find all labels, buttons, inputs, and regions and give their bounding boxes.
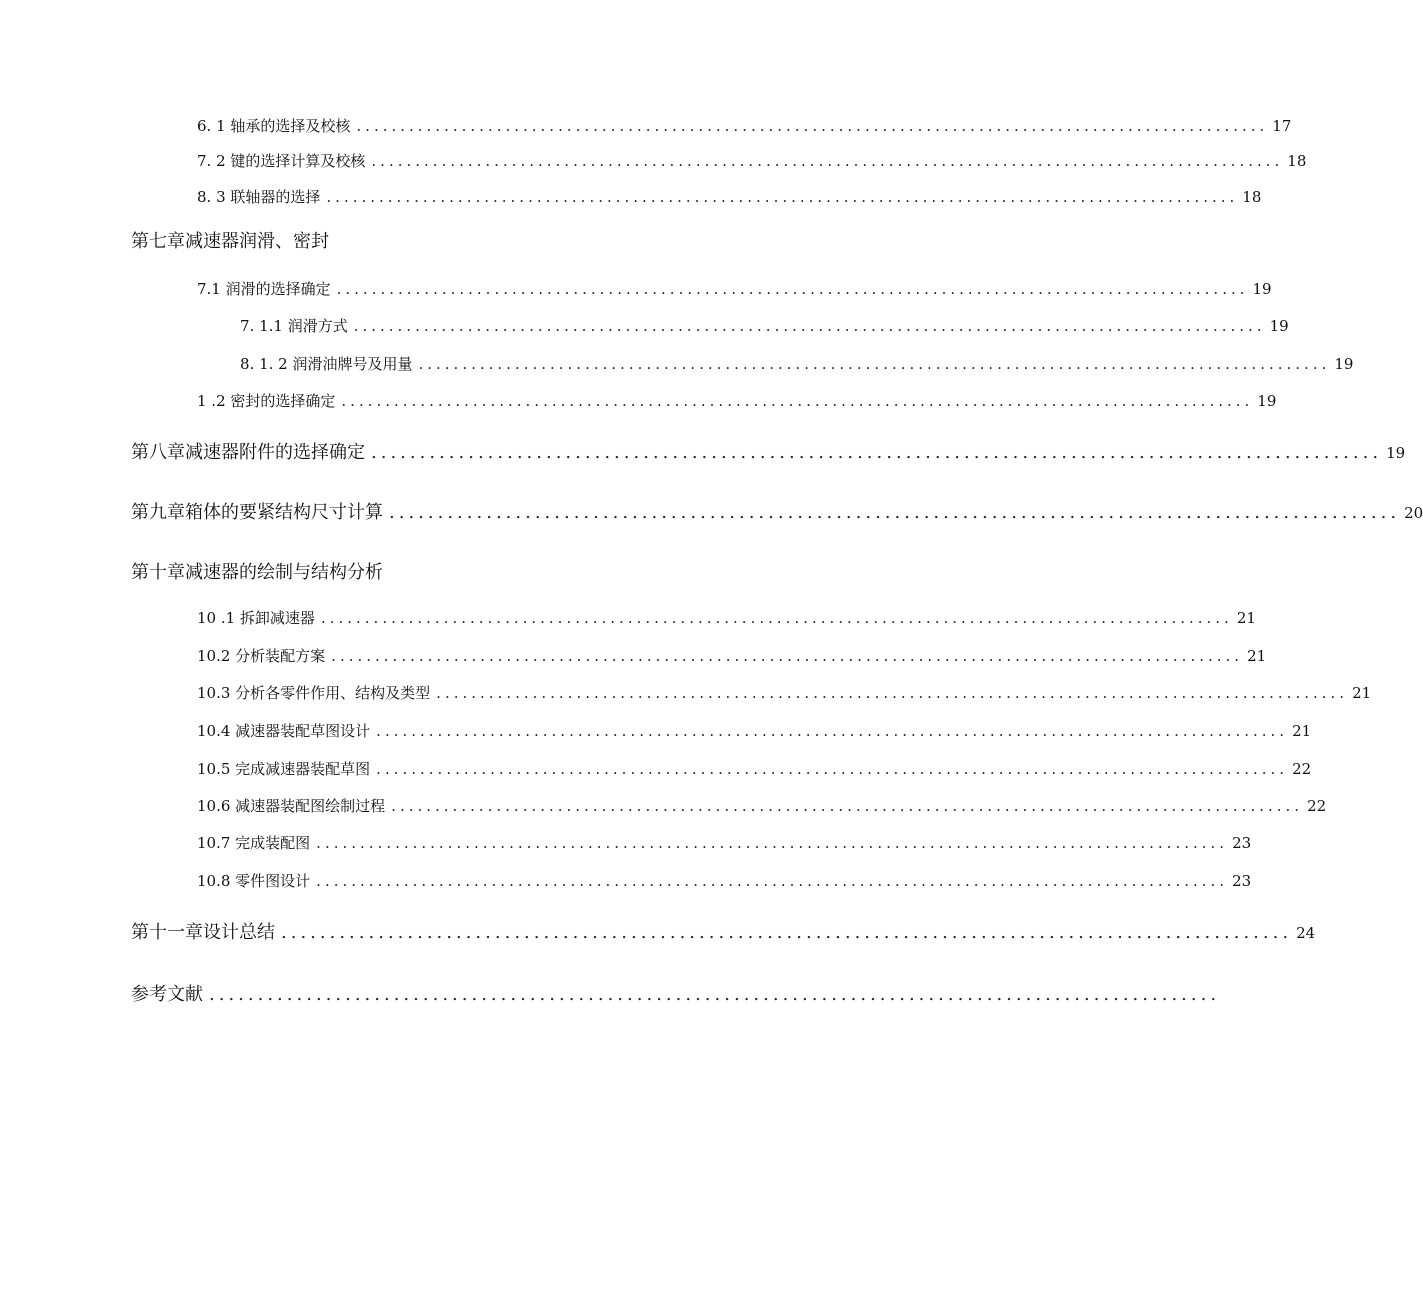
toc-leader: ........................................................................................................ xyxy=(353,317,1266,335)
toc-leader: ........................................................................................................ xyxy=(316,834,1229,852)
toc-page-number: 23 xyxy=(1232,872,1252,890)
toc-entry-title: 8. 1. 2 润滑油牌号及用量 xyxy=(240,355,413,373)
toc-leader: ........................................................................................................ xyxy=(391,797,1304,815)
toc-entry-title: 10.2 分析装配方案 xyxy=(197,647,326,665)
toc-entry[interactable] xyxy=(240,315,1289,336)
toc-entry[interactable] xyxy=(197,150,1307,171)
toc-entry[interactable] xyxy=(197,832,1252,853)
toc-entry-title: 10.6 减速器装配图绘制过程 xyxy=(197,797,386,815)
toc-entry-title: 10.4 减速器装配草图设计 xyxy=(197,722,371,740)
toc-page-number: 19 xyxy=(1257,392,1277,410)
toc-entry-title: 10 .1 拆卸减速器 xyxy=(197,609,315,627)
toc-page-number: 24 xyxy=(1296,924,1316,942)
toc-entry[interactable] xyxy=(240,353,1354,374)
toc-leader: ........................................................................................................ xyxy=(316,872,1229,890)
toc-chapter-heading[interactable]: 第十章减速器的绘制与结构分析 xyxy=(131,562,383,583)
toc-entry[interactable] xyxy=(197,870,1252,891)
toc-leader: ........................................................................................................ xyxy=(341,392,1254,410)
toc-entry[interactable] xyxy=(197,758,1312,779)
toc-entry-title: 10.8 零件图设计 xyxy=(197,872,311,890)
toc-entry-title: 7.1 润滑的选择确定 xyxy=(197,280,331,298)
toc-entry[interactable] xyxy=(131,438,1406,464)
toc-page-number: 19 xyxy=(1386,444,1406,462)
toc-page-number: 20 xyxy=(1404,504,1423,522)
toc-entry[interactable] xyxy=(131,498,1423,524)
toc-entry-title: 第八章减速器附件的选择确定 xyxy=(131,442,365,463)
toc-page-number: 21 xyxy=(1292,722,1312,740)
toc-entry-title: 第九章箱体的要紧结构尺寸计算 xyxy=(131,502,383,523)
toc-leader: ........................................................................................................ xyxy=(376,722,1289,740)
toc-leader: ........................................................................................................ xyxy=(371,152,1284,170)
toc-entry-title: 6. 1 轴承的选择及校核 xyxy=(197,117,351,135)
toc-page-number: 18 xyxy=(1242,188,1262,206)
toc-page-number: 18 xyxy=(1287,152,1307,170)
toc-leader: ........................................................................................................ xyxy=(436,684,1349,702)
toc-entry[interactable] xyxy=(197,390,1277,411)
toc-entry[interactable] xyxy=(131,980,1221,1006)
toc-leader: ........................................................................................................ xyxy=(376,760,1289,778)
toc-page-number: 21 xyxy=(1352,684,1372,702)
toc-entry[interactable] xyxy=(197,278,1272,299)
toc-leader: ........................................................................................................ xyxy=(418,355,1331,373)
toc-page-number: 22 xyxy=(1307,797,1327,815)
toc-entry-title: 第十一章设计总结 xyxy=(131,922,275,943)
toc-entry-title: 10.3 分析各零件作用、结构及类型 xyxy=(197,684,431,702)
toc-entry[interactable] xyxy=(197,186,1262,207)
toc-leader: ........................................................................................................ xyxy=(320,609,1233,627)
toc-entry-title: 7. 1.1 润滑方式 xyxy=(240,317,348,335)
toc-entry-title: 7. 2 键的选择计算及校核 xyxy=(197,152,366,170)
toc-entry-title: 参考文献 xyxy=(131,984,203,1005)
toc-page-number: 17 xyxy=(1272,117,1292,135)
toc-entry[interactable] xyxy=(197,795,1327,816)
toc-leader: ........................................................................................................ xyxy=(389,502,1401,523)
toc-entry-title: 1 .2 密封的选择确定 xyxy=(197,392,336,410)
toc-leader: ........................................................................................................ xyxy=(356,117,1269,135)
toc-leader: ........................................................................................................ xyxy=(371,442,1383,463)
toc-entry-title: 8. 3 联轴器的选择 xyxy=(197,188,321,206)
toc-entry[interactable] xyxy=(197,607,1256,628)
toc-page-number: 22 xyxy=(1292,760,1312,778)
toc-page-number: 19 xyxy=(1252,280,1272,298)
toc-leader: ........................................................................................................ xyxy=(281,922,1293,943)
toc-leader: ........................................................................................................ xyxy=(209,984,1221,1005)
toc-leader: ........................................................................................................ xyxy=(326,188,1239,206)
toc-page-number: 21 xyxy=(1247,647,1267,665)
toc-entry[interactable] xyxy=(131,918,1316,944)
toc-entry-title: 10.5 完成减速器装配草图 xyxy=(197,760,371,778)
toc-page-number: 23 xyxy=(1232,834,1252,852)
toc-entry[interactable] xyxy=(197,682,1372,703)
toc-entry[interactable] xyxy=(197,115,1292,136)
toc-page-number: 21 xyxy=(1236,609,1256,627)
toc-entry-title: 10.7 完成装配图 xyxy=(197,834,311,852)
toc-page-number: 19 xyxy=(1334,355,1354,373)
toc-entry[interactable] xyxy=(197,720,1312,741)
toc-leader: ........................................................................................................ xyxy=(336,280,1249,298)
toc-entry[interactable] xyxy=(197,645,1267,666)
toc-chapter-heading[interactable]: 第七章减速器润滑、密封 xyxy=(131,231,329,252)
toc-page-number: 19 xyxy=(1269,317,1289,335)
toc-leader: ........................................................................................................ xyxy=(331,647,1244,665)
